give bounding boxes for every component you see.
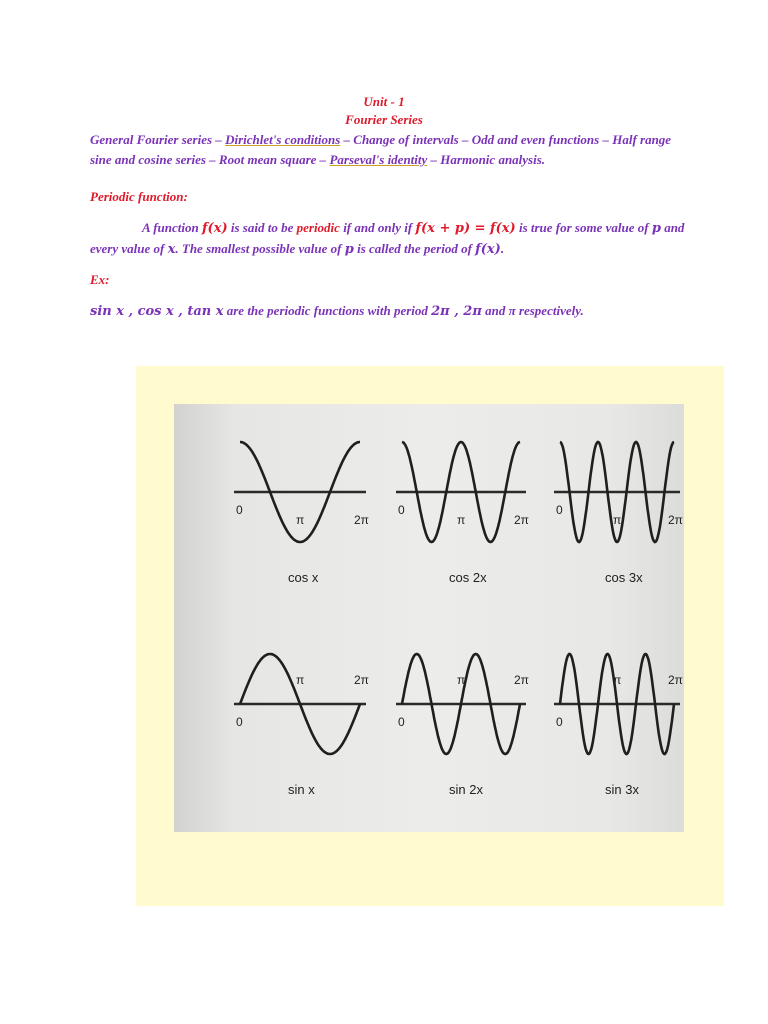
pi-label: π xyxy=(613,513,622,527)
graph-caption: cos 2x xyxy=(449,570,487,585)
pi-label: π xyxy=(613,673,622,687)
two-pi-label: 2π xyxy=(514,513,529,527)
pi-label: π xyxy=(296,673,305,687)
two-pi-label: 2π xyxy=(354,673,369,687)
origin-label: 0 xyxy=(556,503,563,517)
pi-label: π xyxy=(457,673,466,687)
origin-label: 0 xyxy=(398,503,405,517)
two-pi-label: 2π xyxy=(354,513,369,527)
two-pi-label: 2π xyxy=(514,673,529,687)
origin-label: 0 xyxy=(236,503,243,517)
graph-cos-2x xyxy=(396,442,529,585)
dirichlet-link-text: Dirichlet's conditions xyxy=(225,132,341,147)
origin-label: 0 xyxy=(236,715,243,729)
graph-caption: cos 3x xyxy=(605,570,643,585)
graph-cos-3x xyxy=(554,442,683,585)
graph-caption: sin 3x xyxy=(605,782,639,797)
two-pi-label: 2π xyxy=(668,673,683,687)
pi-label: π xyxy=(457,513,466,527)
periodic-definition: A function f(x) is said to be periodic if and only if f(x + p) = f(x) is true for some value of p and every value of x. The smallest possible value of p is called the period of f(x). xyxy=(90,220,685,257)
graph-caption: cos x xyxy=(288,570,319,585)
graph-cos-x xyxy=(234,442,369,585)
unit-title: Unit - 1 xyxy=(363,94,405,109)
trig-graphs-image xyxy=(174,404,684,832)
two-pi-label: 2π xyxy=(668,513,683,527)
example-sentence: sin x , cos x , tan x are the periodic functions with period 2π , 2π and π respectively. xyxy=(90,303,584,319)
example-heading: Ex: xyxy=(90,272,110,287)
graph-sin-2x xyxy=(396,654,529,797)
trig-graphs-svg xyxy=(174,404,684,832)
parseval-link-text: Parseval's identity xyxy=(329,152,428,167)
graph-caption: sin 2x xyxy=(449,782,483,797)
periodic-heading: Periodic function: xyxy=(90,189,188,204)
origin-label: 0 xyxy=(556,715,563,729)
pi-label: π xyxy=(296,513,305,527)
graph-caption: sin x xyxy=(288,782,315,797)
subject-title: Fourier Series xyxy=(345,112,423,127)
graph-sin-x xyxy=(234,654,369,797)
origin-label: 0 xyxy=(398,715,405,729)
syllabus-paragraph: General Fourier series – Dirichlet's conditions – Change of intervals – Odd and even functions – Half range sine and cosine series – Root mean square – Parseval's identity – Harmonic analysis. xyxy=(90,132,672,167)
graph-sin-3x xyxy=(554,654,683,797)
